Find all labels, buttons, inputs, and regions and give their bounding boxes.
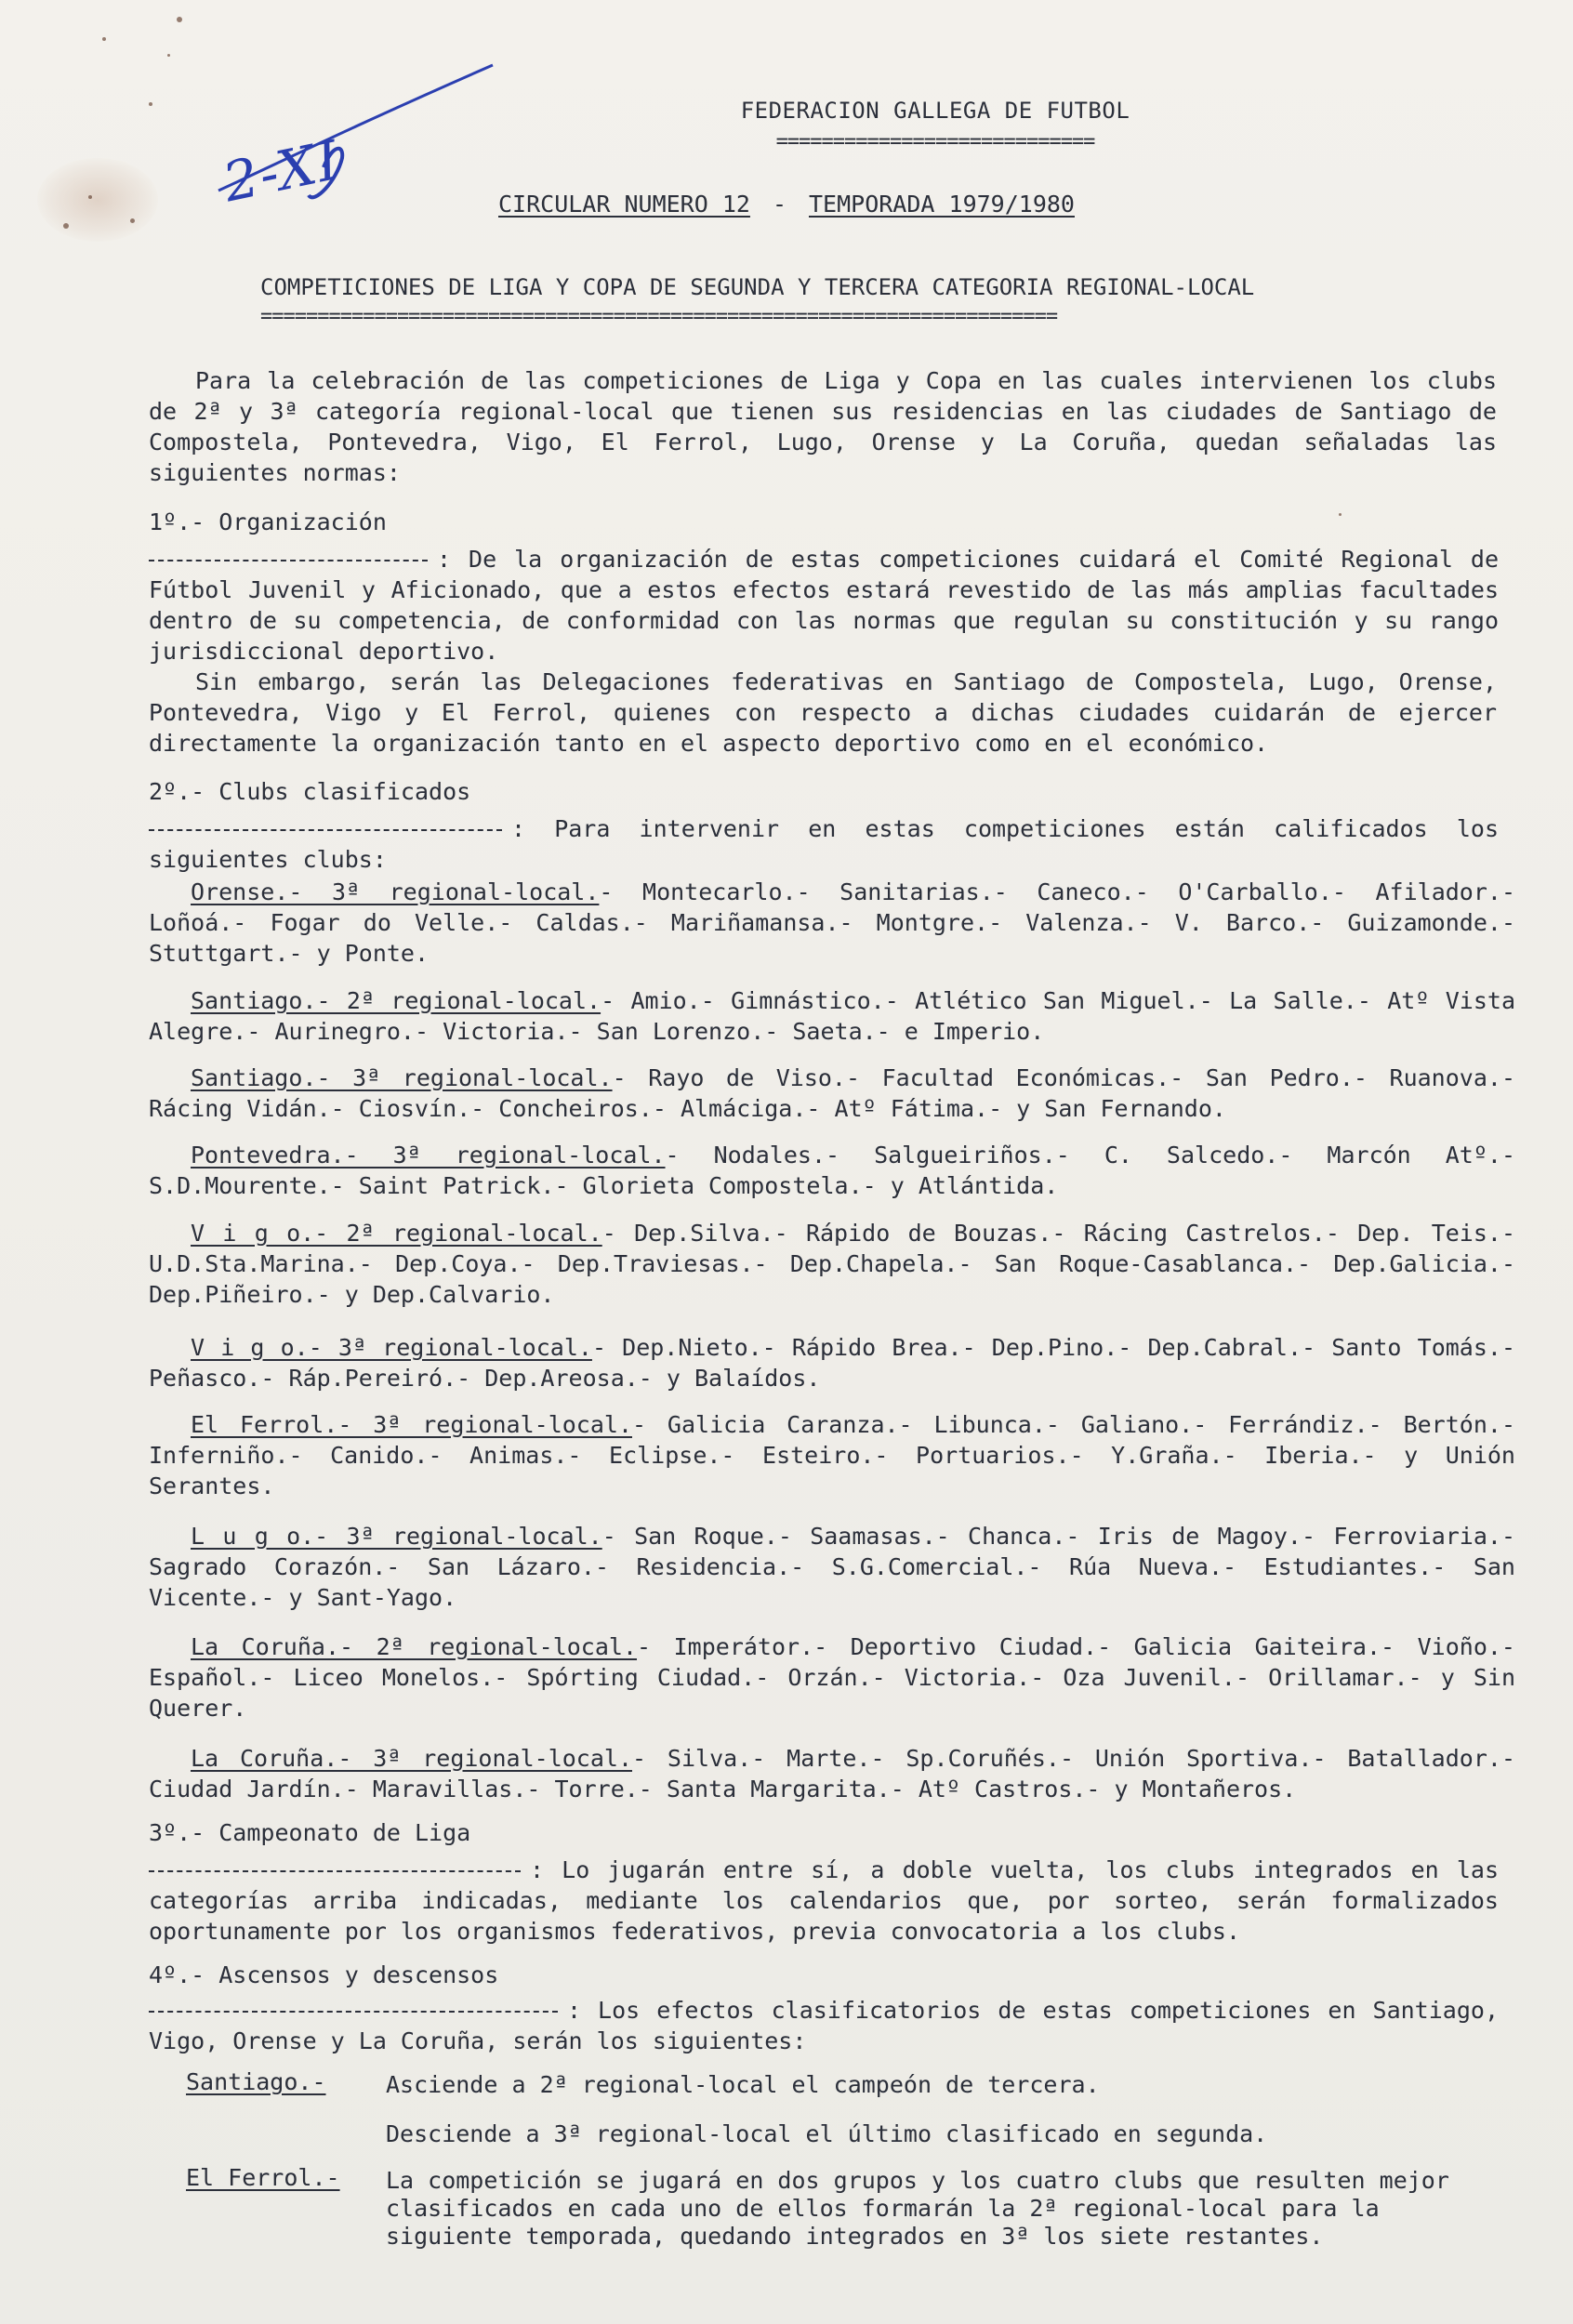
section-2-rule [149,829,502,831]
federation-underline: ============================ [775,130,1095,153]
competitions-underline: ====================================================================== [260,305,1058,328]
federation-title: FEDERACION GALLEGA DE FUTBOL [740,98,1130,124]
circular-number: CIRCULAR NUMERO 12 [498,191,750,218]
heading-dash: - [772,191,786,218]
competitions-title: COMPETICIONES DE LIGA Y COPA DE SEGUNDA Y TERCERA CATEGORIA REGIONAL-LOCAL [260,274,1255,300]
section-4-text: : Los efectos clasificatorios de estas competiciones en Santiago, Vigo, Orense y La Coruña, serán los siguientes: [149,1997,1499,2054]
section-1-paragraph-2: Sin embargo, serán las Delegaciones federativas en Santiago de Compostela, Lugo, Orense, Pontevedra, Vigo y El Ferrol, quienes con respecto a dichas ciudades cuidarán de ejercer directamente la organización tanto en el aspecto deportivo como en el económico. [149,668,1497,757]
club-group-vigo-3: V i g o.- 3ª regional-local.- Dep.Nieto.- Rápido Brea.- Dep.Pino.- Dep.Cabral.- Santo Tomás.- Peñasco.- Ráp.Pereiró.- Dep.Areosa.- y Balaídos. [149,1334,1515,1392]
club-group-lugo-3: L u g o.- 3ª regional-local.- San Roque.- Saamasas.- Chanca.- Iris de Magoy.- Ferroviaria.- Sagrado Corazón.- San Lázaro.- Residencia.- S.G.Comercial.- Rúa Nueva.- Estudiantes.- San Vicente.- y Sant-Yago. [149,1523,1515,1611]
santiago-rule-2: Desciende a 3ª regional-local el último clasificado en segunda. [386,2120,1268,2147]
circular-heading [0,191,1573,218]
section-2-title: 2º.- Clubs clasificados [149,778,471,805]
club-group-ferrol-3: El Ferrol.- 3ª regional-local.- Galicia Caranza.- Libunca.- Galiano.- Ferrándiz.- Bertón.- Inferniño.- Canido.- Animas.- Eclipse.- Esteiro.- Portuarios.- Y.Graña.- Iberia.- y Unión Serantes. [149,1411,1515,1499]
season: TEMPORADA 1979/1980 [809,191,1075,218]
section-1-text: : De la organización de estas competiciones cuidará el Comité Regional de Fútbol Juvenil y Aficionado, que a estos efectos estará revestido de las más amplias facultades dentro de su competencia, de conformidad con las normas que regulan su constitución y su rango jurisdiccional deportivo. [149,546,1499,665]
santiago-rule-1: Asciende a 2ª regional-local el campeón de tercera. [386,2071,1100,2098]
handwritten-date: 2-XI [218,127,347,215]
club-group-pontevedra-3: Pontevedra.- 3ª regional-local.- Nodales.- Salgueiriños.- C. Salcedo.- Marcón Atº.- S.D.Mourente.- Saint Patrick.- Glorieta Compostela.- y Atlántida. [149,1142,1515,1199]
club-group-santiago-2: Santiago.- 2ª regional-local.- Amio.- Gimnástico.- Atlético San Miguel.- La Salle.- Atº Vista Alegre.- Aurinegro.- Victoria.- San Lorenzo.- Saeta.- e Imperio. [149,987,1515,1045]
section-4-title: 4º.- Ascensos y descensos [149,1961,499,1988]
section-3-title: 3º.- Campeonato de Liga [149,1819,471,1846]
club-group-coruna-3: La Coruña.- 3ª regional-local.- Silva.- Marte.- Sp.Coruñés.- Unión Sportiva.- Batallador.- Ciudad Jardín.- Maravillas.- Torre.- Santa Margarita.- Atº Castros.- y Montañeros. [149,1745,1515,1802]
club-group-vigo-2: V i g o.- 2ª regional-local.- Dep.Silva.- Rápido de Bouzas.- Rácing Castrelos.- Dep. Teis.- U.D.Sta.Marina.- Dep.Coya.- Dep.Traviesas.- Dep.Chapela.- San Roque-Casablanca.- Dep.Galicia.- Dep.Piñeiro.- y Dep.Calvario. [149,1220,1515,1308]
club-group-coruna-2: La Coruña.- 2ª regional-local.- Imperátor.- Deportivo Ciudad.- Galicia Gaiteira.- Vioño.- Español.- Liceo Monelos.- Spórting Ciudad.- Orzán.- Victoria.- Oza Juvenil.- Orillamar.- y Sin Querer. [149,1633,1515,1722]
section-3-text: : Lo jugarán entre sí, a doble vuelta, los clubs integrados en las categorías arriba indicadas, mediante los calendarios que, por sorteo, serán formalizados oportunamente por los organismos federativos, previa convocatoria a los clubs. [149,1856,1499,1945]
section-4-rule [149,2011,558,2013]
club-group-orense-3: Orense.- 3ª regional-local.- Montecarlo.- Sanitarias.- Caneco.- O'Carballo.- Afilador.- Loñoá.- Fogar do Velle.- Caldas.- Mariñamansa.- Montgre.- Valenza.- V. Barco.- Guizamonde.- Stuttgart.- y Ponte. [149,878,1516,967]
intro-paragraph: Para la celebración de las competiciones de Liga y Copa en las cuales intervienen los clubs de 2ª y 3ª categoría regional-local que tienen sus residencias en las ciudades de Santiago de Compostela, Pontevedra, Vigo, El Ferrol, Lugo, Orense y La Coruña, quedan señaladas las siguientes normas: [149,367,1497,486]
section-1-title: 1º.- Organización [149,508,387,535]
section-2-text: : Para intervenir en estas competiciones están calificados los siguientes clubs: [149,815,1499,873]
ferrol-rule-1: La competición se jugará en dos grupos y los cuatro clubs que resulten mejor clasificados en cada uno de ellos formarán la 2ª regional-local para la siguiente temporada, quedando integrados en 3ª los siete restantes. [386,2167,1449,2250]
section-1-rule [149,560,428,561]
santiago-label: Santiago.- [186,2068,326,2095]
club-group-santiago-3: Santiago.- 3ª regional-local.- Rayo de Viso.- Facultad Económicas.- San Pedro.- Ruanova.- Rácing Vidán.- Ciosvín.- Concheiros.- Almáciga.- Atº Fátima.- y San Fernando. [149,1064,1515,1122]
ferrol-label: El Ferrol.- [186,2164,340,2191]
section-3-rule [149,1870,521,1872]
